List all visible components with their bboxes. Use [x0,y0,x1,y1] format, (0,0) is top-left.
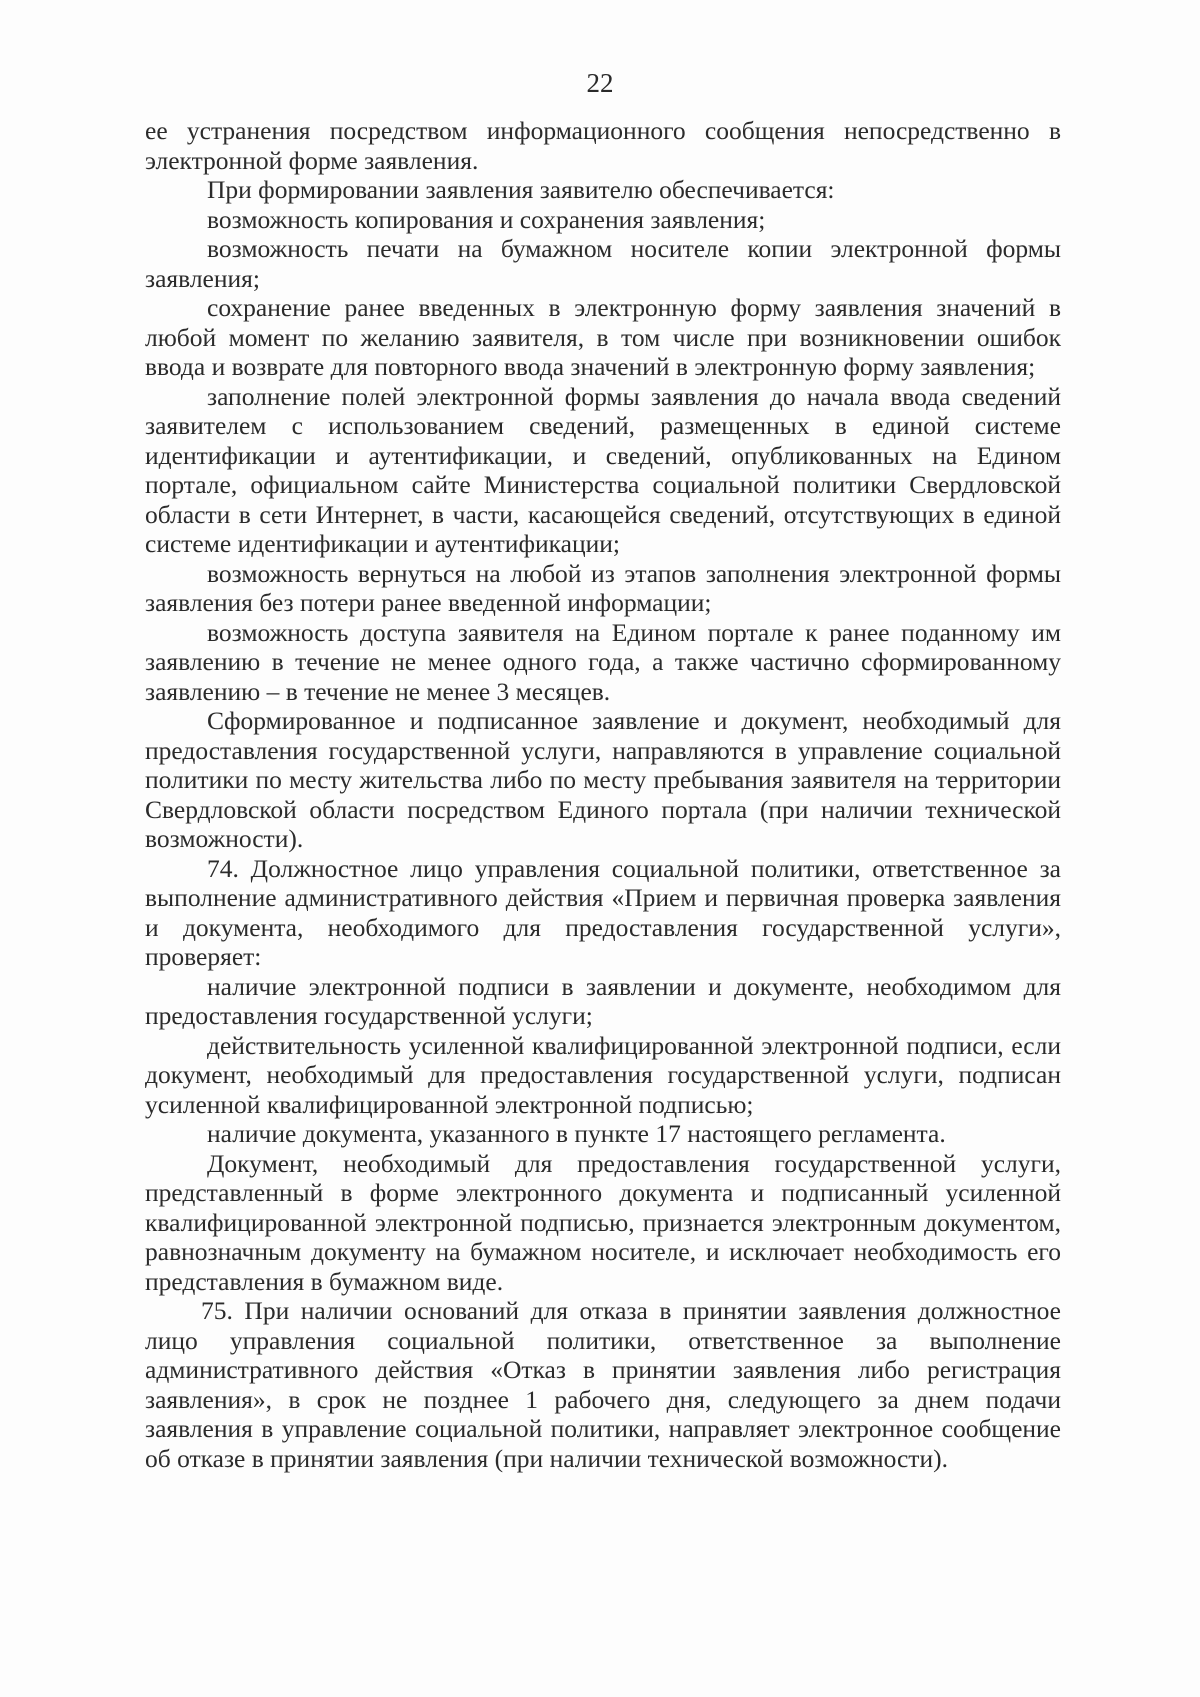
list-item: наличие электронной подписи в заявлении и документе, необходимом для предоставления государственной услуги; [145,971,1061,1030]
list-item: возможность доступа заявителя на Едином портале к ранее поданному им заявлению в течение не менее одного года, а также частично сформированному заявлению – в течение не менее 3 месяцев. [145,617,1061,706]
list-item: наличие документа, указанного в пункте 17 настоящего регламента. [207,1119,946,1148]
paragraph-item-74: 74. Должностное лицо управления социальной политики, ответственное за выполнение административного действия «Прием и первичная проверка заявления и документа, необходимого для предоставления государственной услуги», проверяет: [145,853,1061,971]
list-item: сохранение ранее введенных в электронную форму заявления значений в любой момент по желанию заявителя, в том числе при возникновении ошибок ввода и возврате для повторного ввода значений в электронную форму заявления; [145,293,1061,381]
list-item: возможность копирования и сохранения заявления; [207,204,766,234]
list-item: действительность усиленной квалифицированной электронной подписи, если документ, необходимый для предоставления государственной услуги, подписан усиленной квалифицированной электронной подписью; [145,1030,1061,1119]
paragraph-item-75: 75. При наличии оснований для отказа в принятии заявления должностное лицо управления социальной политики, ответственное за выполнение административного действия «Отказ в принятии заявления либо регистрация заявления», в срок не позднее 1 рабочего дня, следующего за днем подачи заявления в управление социальной политики, направляет электронное сообщение об отказе в принятии заявления (при наличии технической возможности). [145,1296,1061,1473]
paragraph: Сформированное и подписанное заявление и документ, необходимый для предоставления государственной услуги, направляются в управление социальной политики по месту жительства либо по месту пребывания заявителя на территории Свердловской области посредством Единого портала (при наличии технической возможности). [145,706,1061,853]
page-number: 22 [586,68,614,98]
paragraph-intro-list: При формировании заявления заявителю обеспечивается: [207,175,835,204]
list-item: возможность печати на бумажном носителе копии электронной формы заявления; [145,234,1061,293]
list-item: заполнение полей электронной формы заявления до начала ввода сведений заявителем с использованием сведений, размещенных в единой системе идентификации и аутентификации, и сведений, опубликованных на Едином портале, официальном сайте Министерства социальной политики Свердловской области в сети Интернет, в части, касающейся сведений, отсутствующих в единой системе идентификации и аутентификации; [145,381,1061,558]
paragraph: Документ, необходимый для предоставления государственной услуги, представленный в форме электронного документа и подписанный усиленной квалифицированной электронной подписью, признается электронным документом, равнозначным документу на бумажном носителе, и исключает необходимость его представления в бумажном виде. [145,1148,1061,1296]
document-body [145,116,1061,1473]
list-item: возможность вернуться на любой из этапов заполнения электронной формы заявления без потери ранее введенной информации; [145,558,1061,617]
paragraph-continuation: ее устранения посредством информационного сообщения непосредственно в электронной форме заявления. [145,116,1061,175]
